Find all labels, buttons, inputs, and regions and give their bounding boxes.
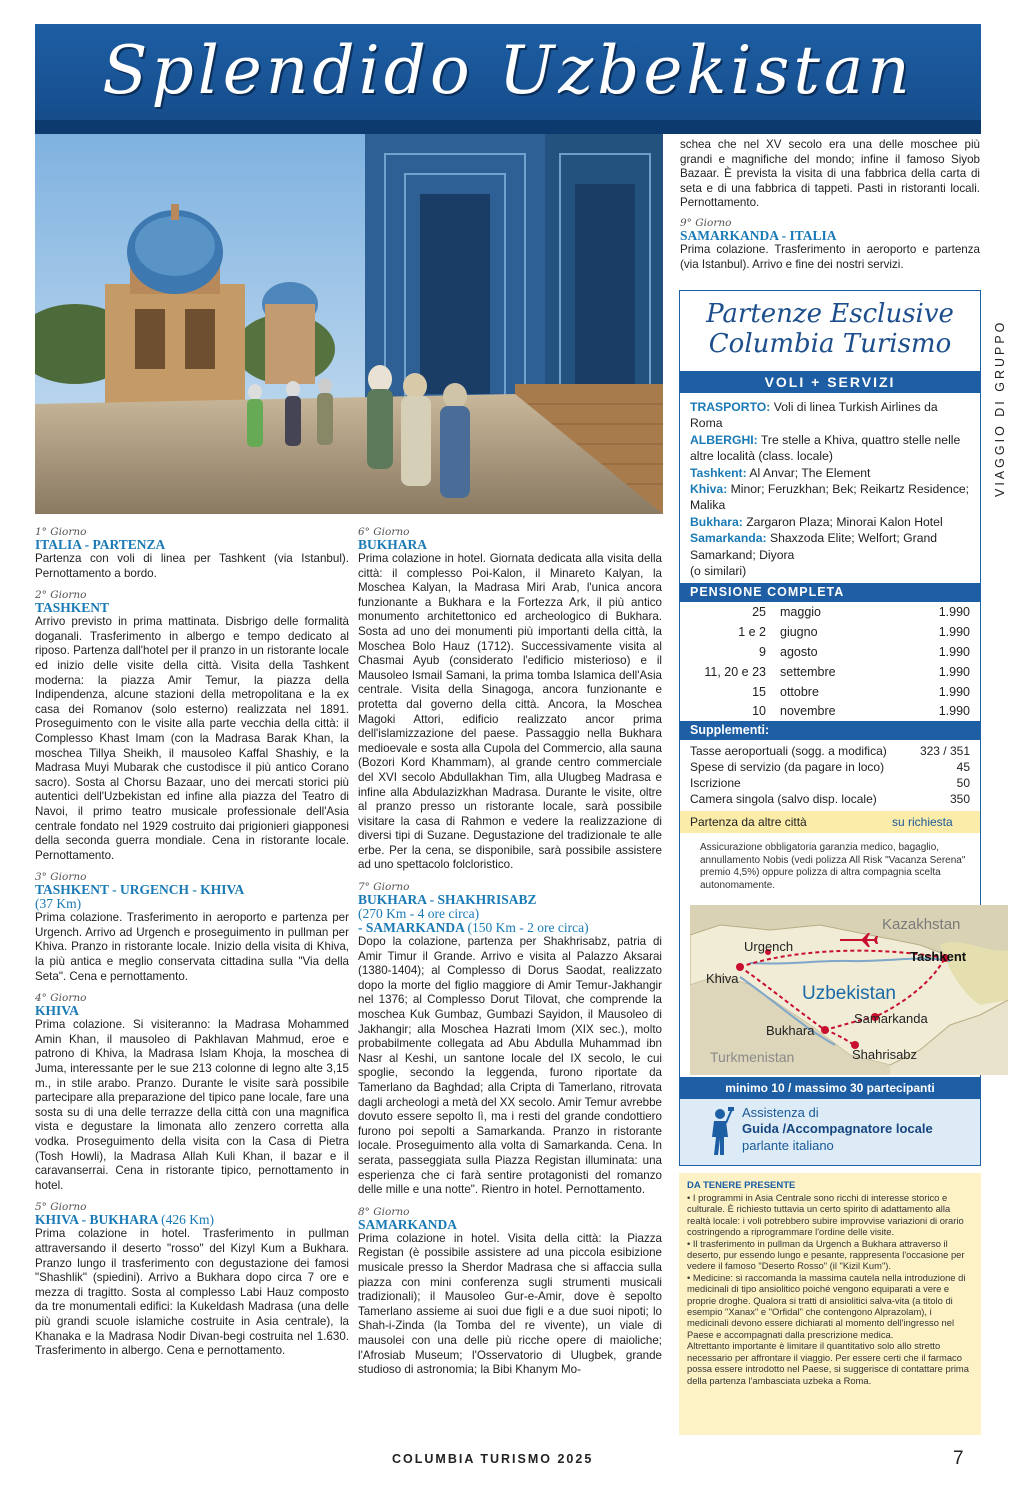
map-label-uzbekistan: Uzbekistan	[802, 983, 896, 1004]
day-title: SAMARKANDA	[358, 1216, 457, 1232]
supplement-row	[680, 743, 980, 759]
day-8	[358, 1206, 662, 1378]
map-label-khiva: Khiva	[706, 971, 739, 986]
day-number: 5° Giorno	[35, 1201, 87, 1214]
day-number: 1° Giorno	[35, 526, 87, 538]
day-number: 2° Giorno	[35, 589, 87, 602]
map-label-kazakhstan: Kazakhstan	[882, 916, 961, 933]
map-label-samarkanda: Samarkanda	[854, 1011, 928, 1026]
supplement-label: Iscrizione	[690, 776, 741, 791]
itinerary-column-2	[358, 526, 662, 1378]
price-value: 1.990	[938, 684, 970, 699]
guide-line-2: Guida /Accompagnatore locale	[742, 1121, 933, 1137]
day-6	[358, 526, 662, 873]
participants-bar: minimo 10 / massimo 30 partecipanti	[680, 1077, 980, 1099]
guide-person-icon	[706, 1107, 734, 1157]
price-row	[680, 662, 980, 682]
guide-line-1: Assistenza di	[742, 1105, 819, 1120]
transport-value: Voli di linea Turkish Airlines da Roma	[690, 400, 938, 431]
side-label-text: VIAGGIO DI GRUPPO	[993, 319, 1007, 497]
supplements-table	[680, 743, 980, 807]
price-month: novembre	[780, 704, 836, 719]
day-title: KHIVA	[35, 1003, 80, 1019]
day-9	[680, 217, 980, 272]
price-value: 1.990	[938, 704, 970, 719]
insurance-note: Assicurazione obbligatoria garanzia medico, bagaglio, annullamento Nobis (vedi polizza All Risk "Vacanza Serena" premio 4,5%) oppure polizza di altra compagnia scelta autonomamente.	[700, 842, 966, 892]
hotel-row	[690, 530, 970, 563]
route-map	[690, 905, 1008, 1075]
footer-brand: COLUMBIA TURISMO 2025	[392, 1452, 594, 1466]
other-cities-label: Partenza da altre città	[690, 815, 807, 830]
guide-line-3: parlante italiano	[742, 1137, 834, 1153]
price-month: agosto	[780, 644, 818, 659]
note-item: Altrettanto importante è limitare il quantitativo solo allo stretto necessario per affrontare il viaggio. Per essere certi che il farmaco possa essere introdotto nel Paese, si suggerisce di contattare prima della partenza l'ambasciata uzbeka a Roma.	[687, 1340, 969, 1386]
day-5	[35, 1201, 349, 1358]
day-title: TASHKENT	[35, 600, 110, 616]
hotel-city: Samarkanda:	[690, 531, 767, 546]
supplement-label: Spese di servizio (da pagare in loco)	[690, 760, 885, 775]
other-cities-row	[680, 811, 980, 833]
day-text-part-1: Prima colazione in hotel. Visita della città: la Piazza Registan (è possibile assistere ad una piccola esibizione musicale presso la Sherdor Madrasa che si affaccia sulla piazza con mini conferenza sugli strumenti musicali tradizionali); il Mausoleo Gur-e-Amir, dove è sepolto Tamerlano assieme ai suoi due figli e a due suoi nipoti; lo Shah-i-Zinda (la Tomba del re vivente), un viale di mausolei con una delle più ricche opere di maioliche; l'Afrosiab Museum; l'Osservatorio di Ulugbek, grande studioso di astronomia; la Bibi Khanym Mo-	[358, 1231, 662, 1377]
day-number: 8° Giorno	[358, 1205, 410, 1218]
offer-info	[680, 393, 980, 579]
price-month: maggio	[780, 605, 821, 620]
offer-heading-line-2: Columbia Turismo	[708, 329, 952, 359]
banner-stripe	[35, 120, 981, 134]
title-banner	[35, 24, 981, 134]
price-month: settembre	[780, 664, 836, 679]
hotel-names: Minor; Feruzkhan; Bek; Reikartz Residence; Malika	[690, 482, 970, 513]
price-day: 9	[759, 644, 766, 659]
guide-box	[680, 1099, 980, 1165]
day-subtitle: (426 Km)	[161, 1212, 215, 1228]
offer-heading	[680, 291, 980, 371]
day-7	[358, 881, 662, 1198]
price-day: 15	[752, 684, 766, 699]
note-item: • Medicine: si raccomanda la massima cautela nella introduzione di medicinali di tipo ansiolitico poiché vengono equiparati a vere e proprie droghe. Qualora si tratti di ansiolitici salva-vita (a titolo di esempio "Xanax" e "Orfidal" che contengono Alprazolam), i medicinali devono essere dichiarati al momento dell'ingresso nel Paese e accompagnati dalla prescrizione medica.	[687, 1271, 966, 1340]
day-subtitle: (37 Km)	[35, 896, 82, 912]
price-value: 1.990	[938, 664, 970, 679]
price-day: 25	[752, 605, 766, 620]
hotels-label: ALBERGHI:	[690, 432, 758, 447]
price-month: giugno	[780, 625, 818, 640]
supplement-value: 45	[956, 760, 970, 775]
price-day: 1 e 2	[738, 625, 766, 640]
day-title: BUKHARA	[358, 537, 428, 552]
transport-label: TRASPORTO:	[690, 400, 771, 414]
day-text: Prima colazione. Trasferimento in aeroporto e partenza per Urgench. Arrivo ad Urgench e proseguimento in pullman per Khiva. Pranzo in ristorante locale. Inizio della visita di Khiva, la più antica e meglio conservata cittadina sulla "Via della Seta". Cena e pernottamento.	[35, 911, 349, 983]
day-title-2: - SAMARKANDA	[358, 920, 465, 936]
itinerary-column-3	[680, 138, 980, 272]
board-bar: PENSIONE COMPLETA	[680, 583, 980, 602]
day-text: Prima colazione. Trasferimento in aeroporto e partenza (via Istanbul). Arrivo e fine dei nostri servizi.	[680, 242, 980, 271]
map-label-tashkent: Tashkent	[910, 949, 967, 964]
day-text: Dopo la colazione, partenza per Shakhrisabz, patria di Amir Timur il Grande. Arrivo e visita al Palazzo Aksarai (1380-1404); al Complesso di Dorus Saodat, realizzato dopo la morte del figlio maggiore di Amir Temur-Jakhangir nel 1376; al Complesso Dorut Tilovat, che comprende la moschea Kuk Gumbaz, Gumbazi Sayidon, il Mausoleo di Jakhangir; alla Moschea Hazrati Imom (XIX sec.), molto probabilmente collegata ad Abu Abdulla Muhammad ibn Nasr al Keshi, un santone locale del IX secolo, le cui spoglie, secondo la leggenda, furono riportate da Tamerlano da Baghdad; alla Cripta di Tamerlano, ritrovata dagli archeologi a metà del XX secolo. Amir Temur avrebbe dovuto essere sepolto lì, ma i resti del grande condottiero furono poi sepolti a Samarkanda. Pranzo in ristorante locale. Proseguimento alla volta di Samarkanda. Cena. In serata, passeggiata sulla Piazza Registan illuminata: una esperienza che ci farà sentire protagonisti del romanzo delle mille e una notte". Rientro in hotel. Pernottamento.	[358, 935, 662, 1197]
hotel-city: Khiva:	[690, 482, 728, 497]
notes-box	[679, 1173, 981, 1435]
supplement-value: 350	[949, 792, 970, 807]
page-number: 7	[953, 1448, 964, 1469]
day-subtitle-2: (150 Km - 2 ore circa)	[467, 920, 589, 936]
supplement-value: 50	[956, 776, 970, 791]
day-text-part-2: schea che nel XV secolo era una delle moschee più grandi e magnifiche del mondo; infine il famoso Siyob Bazaar. È prevista la visita di una fabbrica della carta di seta e di una fabbrica di tappeti. Pasti in ristoranti locali. Pernottamento.	[680, 138, 980, 210]
hotel-city: Tashkent:	[690, 465, 747, 480]
day-text: Arrivo previsto in prima mattinata. Disbrigo delle formalità doganali. Trasferimento in albergo e tempo dedicato al riposo. Partenza dall'hotel per il pranzo in un ristorante locale ed inizio delle visite della città. Visita della Tashkent moderna: la piazza Amir Temur, la piazza della Indipendenza, alcune stazioni della metropolitana e la ex casa dei Romanov (solo esterno) realizzata nel 1891. Proseguimento con le visite alla parte vecchia della città: il Complesso Khast Imam (con la Madrasa Barak Khan, la moschea Tillya Sheikh, il mausoleo Kaffal Shashiy, e la Madrasa Muyi Mubarak che custodisce il più antico Corano sacro). Sosta al Chorsu Bazaar, uno dei mercati storici più autentici dell'Uzbekistan ed infine alla piazza del Teatro di Navoi, il primo teatro musicale professionale dell'Asia centrale fondato nel 1929 costruito dai prigionieri giapponesi della seconda guerra mondiale. Cena in ristorante locale. Pernottamento.	[35, 615, 349, 862]
map-label-turkmenistan: Turkmenistan	[710, 1049, 795, 1065]
day-text: Prima colazione in hotel. Giornata dedicata alla visita della città: il complesso Poi-Kalon, il Minareto Kalyan, la Moschea Kalyan, la Madrasa Miri Arab, l'unica ancora funzionante a Bukhara e la Fortezza Ark, il più antico monumento architettonico ed archeologico di Bukhara. Sosta ad uno dei monumenti più importanti della città, la Moschea Bolo Hauz (1712). Successivamente visita al Chasmai Ayub (considerato l'edificio misterioso) e il Mausoleo Ismail Samani, la prima tomba Islamica dell'Asia centrale. Visita della Sinagoga, ancora funzionante e protetta dal governo della città. Ancora, la Moschea Magoki Attori, edificio realizzato ancor prima dell'islamizzazione del paese. Passaggio nella Bukhara medioevale e sosta alla Cupola del Commercio, alla sauna (Bozori Kord Khammam), al grande centro commerciale del XVI secolo Abdullakhan Tim, alla Ulugbeg Madrasa e infine alla Abdulazizkhan Madrasa. Durante le visite, oltre al pranzo presso un ristorante locale, sarà possibile visitare la casa di Rahmon e vedere la realizzazione di diversi tipi di Suzane. Degustazione del tradizionale te alle erbe. Per la cena, se disponibile, sarà possibile assistere ad uno spettacolo folcloristico.	[358, 552, 662, 872]
price-row	[680, 701, 980, 721]
similar-note: (o similari)	[690, 564, 747, 579]
price-value: 1.990	[938, 605, 970, 620]
day-number: 9° Giorno	[680, 216, 732, 229]
page-title: Splendido Uzbekistan	[102, 32, 914, 109]
supplement-label: Camera singola (salvo disp. locale)	[690, 792, 877, 807]
day-number: 6° Giorno	[358, 526, 410, 538]
day-number: 3° Giorno	[35, 871, 87, 884]
day-title: KHIVA - BUKHARA	[35, 1212, 158, 1228]
photo-illustration	[35, 134, 663, 514]
price-row	[680, 602, 980, 622]
price-value: 1.990	[938, 625, 970, 640]
hotel-names: Zargaron Plaza; Minorai Kalon Hotel	[746, 514, 943, 529]
hotels-value: Tre stelle a Khiva, quattro stelle nelle altre località (class. locale)	[690, 432, 961, 464]
price-row	[680, 682, 980, 702]
day-number: 4° Giorno	[35, 992, 87, 1005]
hotel-names: Al Anvar; The Element	[749, 465, 871, 480]
hero-photo	[35, 134, 663, 514]
day-title: ITALIA - PARTENZA	[35, 537, 166, 552]
offer-box	[679, 290, 981, 1166]
day-subtitle: (270 Km - 4 ore circa)	[358, 906, 480, 922]
note-item: • Il trasferimento in pullman da Urgench a Bukhara attraverso il deserto, pur essendo lungo e pesante, rappresenta l'occasione per vedere il famoso "Deserto Rosso" (il "Kizil Kum").	[687, 1237, 965, 1272]
price-table	[680, 602, 980, 721]
day-3	[35, 871, 349, 984]
day-1	[35, 526, 349, 581]
note-item: • I programmi in Asia Centrale sono ricchi di interesse storico e culturale. È richiesto tuttavia un certo spirito di adattamento alla realtà locale: i voli potrebbero subire improvvise variazioni di orario costringendo a riprogrammare l'ordine delle visite.	[687, 1192, 964, 1238]
day-2	[35, 589, 349, 863]
side-label	[992, 319, 1007, 500]
offer-bar: VOLI + SERVIZI	[680, 371, 980, 393]
hotel-row	[690, 481, 970, 514]
notes-heading: DA TENERE PRESENTE	[687, 1180, 796, 1191]
day-title: SAMARKANDA - ITALIA	[680, 227, 837, 243]
supplement-value: 323 / 351	[919, 744, 970, 759]
other-cities-value: su richiesta	[892, 815, 953, 830]
day-4	[35, 992, 349, 1193]
map-label-shahrisabz: Shahrisabz	[852, 1047, 918, 1062]
supplement-row	[680, 775, 980, 791]
day-title: BUKHARA - SHAKHRISABZ	[358, 892, 537, 908]
price-day: 11, 20 e 23	[704, 664, 766, 679]
hotel-row	[690, 465, 970, 481]
hotel-names: Shaxzoda Elite; Welfort; Grand Samarkand; Diyora	[690, 531, 938, 562]
price-day: 10	[752, 704, 766, 719]
day-title: TASHKENT - URGENCH - KHIVA	[35, 882, 245, 898]
day-number: 7° Giorno	[358, 881, 410, 894]
day-text: Prima colazione. Si visiteranno: la Madrasa Mohammed Amin Khan, il mausoleo di Pakhlavan Mahmud, eroe e patrono di Khiva, la Madrasa Islam Khoja, la moschea di Juma, interessante per le sue 213 colonne di legno alte 3,15 m., in stile arabo. Pranzo. Durante le visite sarà possibile partecipare alla preparazione del tipico pane locale, fare una sosta su di una delle terrazze della città con una magnifica vista e degustare la limonata allo zenzero corretta alla vodka. Proseguimento della visita con la Casa di Pietra (Tosh Howli), la Madrasa Allah Kuli Khan, il bazar e il caravanserrai. Cena in ristorante tipico, pernottamento in hotel.	[35, 1018, 349, 1192]
price-row	[680, 622, 980, 642]
day-text: Partenza con voli di linea per Tashkent (via Istanbul). Pernottamento a bordo.	[35, 552, 349, 580]
day-text: Prima colazione in hotel. Trasferimento in pullman attraversando il deserto "rosso" del Kizyl Kum a Bukhara. Pranzo lungo il trasferimento con degustazione dei famosi "Shashlik" (spiedini). Arrivo a Bukhara dopo circa 7 ore e mezza di tragitto. Sosta al complesso Labi Hauz composto da tre monumentali edifici: la Kukeldash Madrasa (una delle più grandi scuole islamiche costruite in Asia centrale), la Khanaka e la Madrasa Nodir Divan-begi costruita nel 1.630. Trasferimento in albergo. Cena e pernottamento.	[35, 1227, 349, 1358]
offer-heading-line-1: Partenze Esclusive	[706, 299, 954, 329]
map-label-urgench: Urgench	[744, 939, 794, 954]
supplement-row	[680, 759, 980, 775]
supplement-row	[680, 791, 980, 807]
map-label-bukhara: Bukhara	[766, 1023, 815, 1038]
supplement-label: Tasse aeroportuali (sogg. a modifica)	[690, 744, 887, 759]
supplements-bar: Supplementi:	[680, 721, 980, 740]
price-value: 1.990	[938, 644, 970, 659]
price-row	[680, 642, 980, 662]
hotel-city: Bukhara:	[690, 514, 743, 529]
itinerary-column-1	[35, 526, 349, 1359]
hotel-row	[690, 514, 970, 530]
price-month: ottobre	[780, 684, 819, 699]
